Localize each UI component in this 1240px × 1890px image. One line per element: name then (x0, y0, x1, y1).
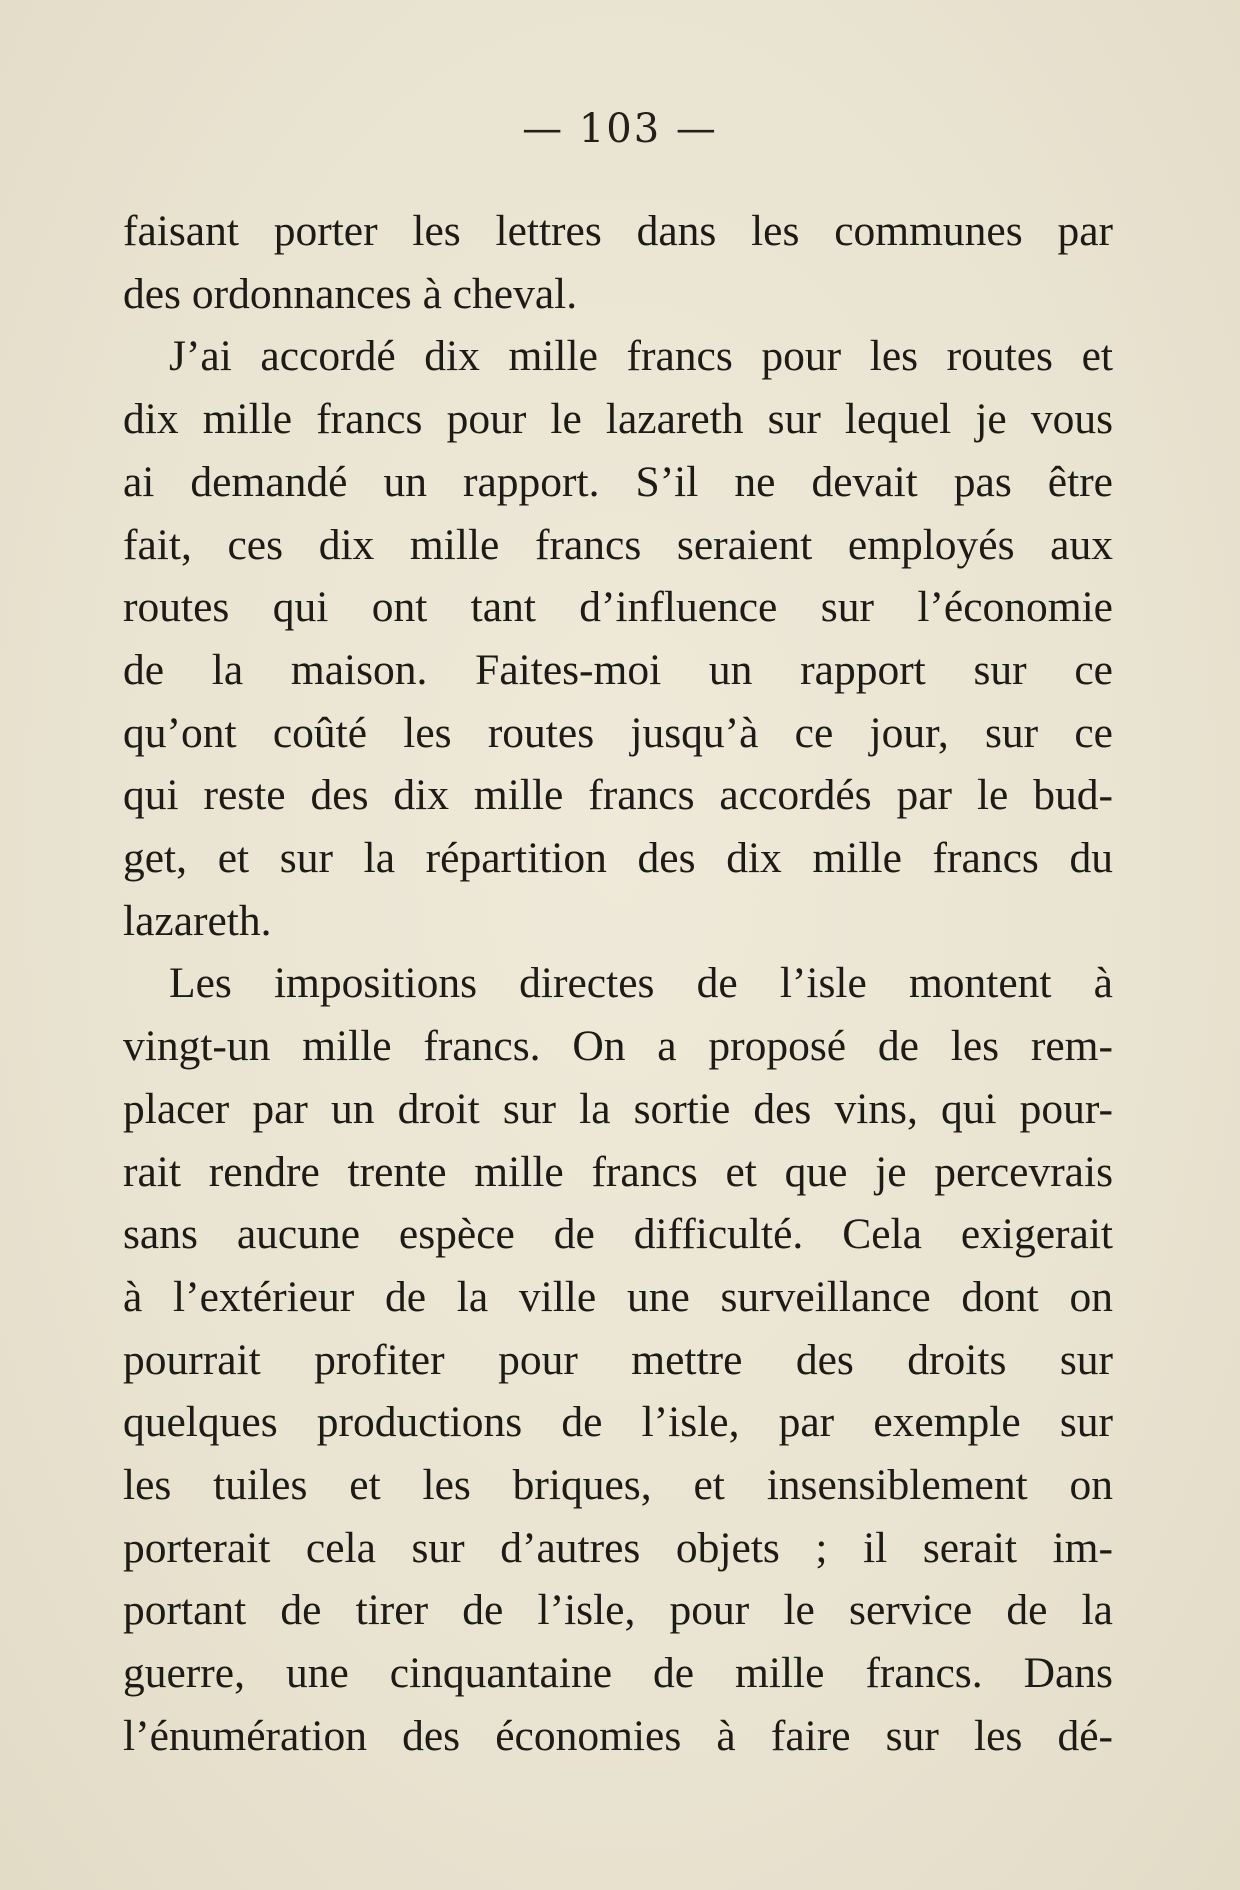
text-line: faisant porter les lettres dans les communes par (123, 207, 1113, 255)
text-line: pourrait profiter pour mettre des droits sur (123, 1335, 1113, 1384)
text-line: routes qui ont tant d’influence sur l’économie (123, 583, 1113, 632)
text-line: des ordonnances à cheval. (123, 269, 578, 318)
text-line: dix mille francs pour le lazareth sur lequel je vous (123, 395, 1113, 444)
text-line: fait, ces dix mille francs seraient employés aux (123, 520, 1113, 569)
text-line: sans aucune espèce de difficulté. Cela exigerait (123, 1210, 1113, 1259)
text-line: de la maison. Faites-moi un rapport sur ce (123, 645, 1113, 694)
text-line: J’ai accordé dix mille francs pour les routes et (169, 332, 1113, 381)
text-line: les tuiles et les briques, et insensiblement on (123, 1461, 1113, 1510)
text-line: get, et sur la répartition des dix mille francs du (123, 834, 1113, 883)
body-text (123, 200, 1113, 1768)
text-line: porterait cela sur d’autres objets ; il serait im- (123, 1523, 1113, 1572)
text-line: lazareth. (123, 896, 272, 945)
text-line: qui reste des dix mille francs accordés par le bud- (123, 771, 1113, 820)
text-line: rait rendre trente mille francs et que je percevrais (123, 1147, 1113, 1196)
text-line: vingt-un mille francs. On a proposé de les rem- (123, 1022, 1113, 1071)
text-line: guerre, une cinquantaine de mille francs. Dans (123, 1649, 1113, 1698)
text-line: qu’ont coûté les routes jusqu’à ce jour, sur ce (123, 708, 1113, 757)
text-line: placer par un droit sur la sortie des vins, qui pour- (123, 1084, 1113, 1133)
text-line: à l’extérieur de la ville une surveillance dont on (123, 1272, 1113, 1321)
text-line: Les impositions directes de l’isle montent à (169, 959, 1113, 1008)
text-line: portant de tirer de l’isle, pour le service de la (123, 1586, 1113, 1635)
text-line: quelques productions de l’isle, par exemple sur (123, 1398, 1113, 1447)
page-number: — 103 — (522, 106, 718, 152)
text-line: l’énumération des économies à faire sur les dé- (123, 1711, 1113, 1760)
text-line: ai demandé un rapport. S’il ne devait pas être (123, 457, 1113, 506)
